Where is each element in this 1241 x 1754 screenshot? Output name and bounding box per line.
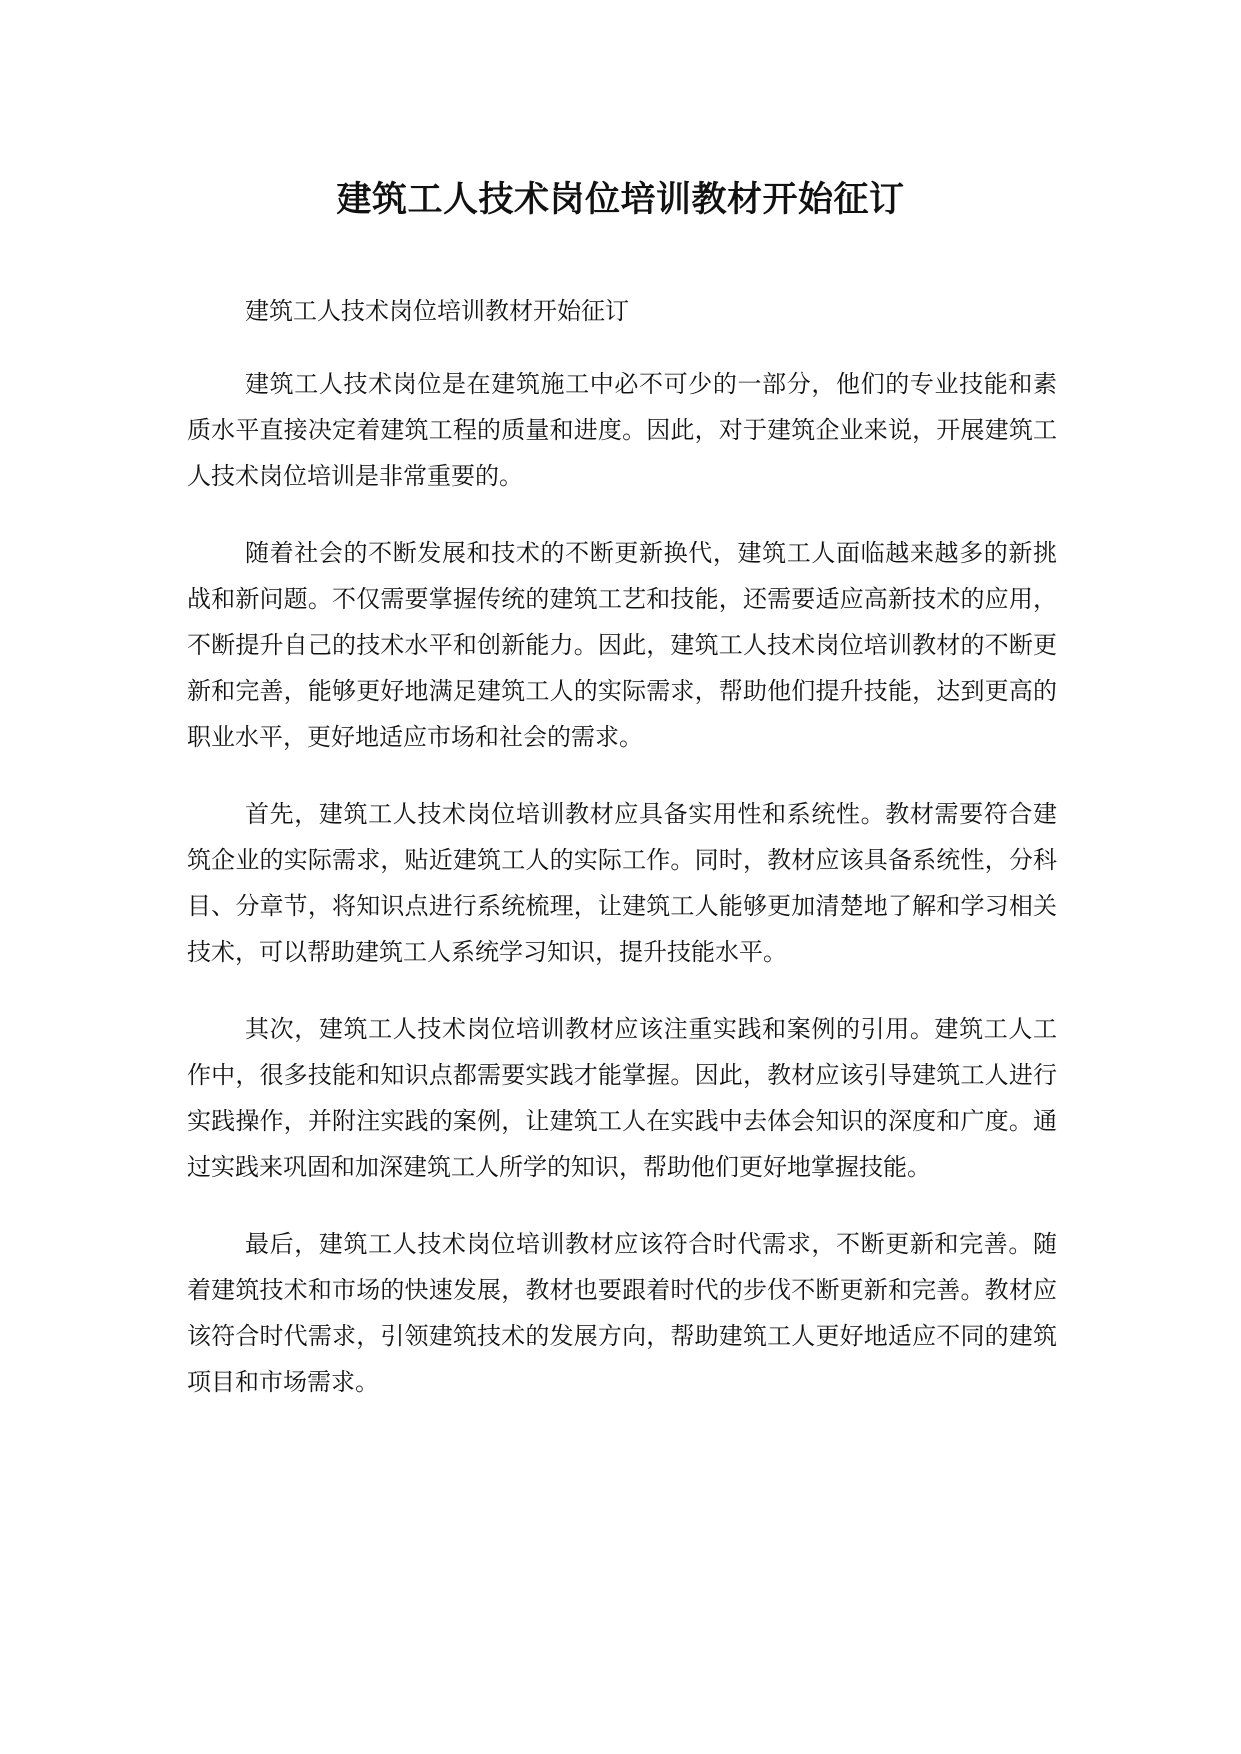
paragraph-final-point: 最后，建筑工人技术岗位培训教材应该符合时代需求，不断更新和完善。随着建筑技术和市场的快速发展，教材也要跟着时代的步伐不断更新和完善。教材应该符合时代需求，引领建筑技术的发展方向，帮助建筑工人更好地适应不同的建筑项目和市场需求。: [187, 1230, 1057, 1396]
paragraph-intro: 建筑工人技术岗位是在建筑施工中必不可少的一部分，他们的专业技能和素质水平直接决定着建筑工程的质量和进度。因此，对于建筑企业来说，开展建筑工人技术岗位培训是非常重要的。: [187, 370, 1057, 490]
document-title: 建筑工人技术岗位培训教材开始征订: [336, 180, 905, 220]
document-body: [187, 288, 1057, 1436]
paragraph-first-point: 首先，建筑工人技术岗位培训教材应具备实用性和系统性。教材需要符合建筑企业的实际需求，贴近建筑工人的实际工作。同时，教材应该具备系统性，分科目、分章节，将知识点进行系统梳理，让建筑工人能够更加清楚地了解和学习相关技术，可以帮助建筑工人系统学习知识，提升技能水平。: [187, 800, 1057, 966]
paragraph-background: 随着社会的不断发展和技术的不断更新换代，建筑工人面临越来越多的新挑战和新问题。不仅需要掌握传统的建筑工艺和技能，还需要适应高新技术的应用，不断提升自己的技术水平和创新能力。因此，建筑工人技术岗位培训教材的不断更新和完善，能够更好地满足建筑工人的实际需求，帮助他们提升技能，达到更高的职业水平，更好地适应市场和社会的需求。: [187, 539, 1057, 751]
paragraph-subtitle: 建筑工人技术岗位培训教材开始征订: [245, 297, 629, 325]
paragraph-second-point: 其次，建筑工人技术岗位培训教材应该注重实践和案例的引用。建筑工人工作中，很多技能和知识点都需要实践才能掌握。因此，教材应该引导建筑工人进行实践操作，并附注实践的案例，让建筑工人在实践中去体会知识的深度和广度。通过实践来巩固和加深建筑工人所学的知识，帮助他们更好地掌握技能。: [187, 1015, 1057, 1181]
